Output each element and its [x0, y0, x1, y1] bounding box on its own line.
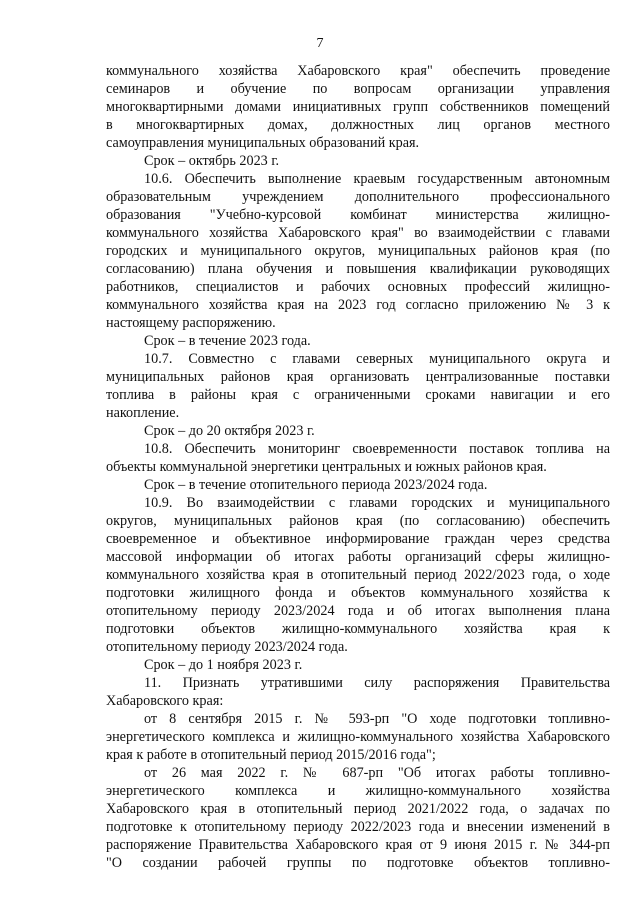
text-line: работников, специалистов и рабочих основных профессий жилищно-: [106, 279, 610, 295]
text-line: семинаров и обучение по вопросам организации управления: [106, 81, 610, 97]
text-line: объекты коммунальной энергетики центральных и южных районов края.: [106, 459, 547, 475]
text-line: своевременное и объективное информирование граждан через средства: [106, 531, 610, 547]
text-line: массовой информации об итогах работы организаций сферы жилищно-: [106, 549, 610, 565]
text-line: "О создании рабочей группы по подготовке объектов топливно-: [106, 855, 610, 871]
text-line: от 8 сентября 2015 г. № 593-рп "О ходе подготовки топливно-: [144, 711, 610, 727]
page-number: 7: [316, 36, 324, 51]
text-line: самоуправления муниципальных образований края.: [106, 135, 420, 151]
text-line: подготовки объектов жилищно-коммунального хозяйства края к: [106, 621, 610, 637]
text-line: Срок – в течение 2023 года.: [144, 333, 311, 349]
text-line: 10.7. Совместно с главами северных муниципального округа и: [144, 351, 610, 367]
text-line: 10.8. Обеспечить мониторинг своевременности поставок топлива на: [144, 441, 610, 457]
text-line: энергетического комплекса и жилищно-коммунального хозяйства: [106, 783, 610, 799]
text-line: образовательным учреждением дополнительного профессионального: [106, 189, 610, 205]
document-body: [106, 62, 610, 872]
text-line: топлива в районы края с ограниченными сроками навигации и его: [106, 387, 610, 403]
text-line: многоквартирными домами инициативных групп собственников помещений: [106, 99, 610, 115]
text-line: в многоквартирных домах, должностных лиц органов местного: [106, 117, 610, 133]
text-line: от 26 мая 2022 г. № 687-рп "Об итогах работы топливно-: [144, 765, 610, 781]
text-line: согласованию) плана обучения и повышения квалификации руководящих: [106, 261, 610, 277]
text-line: муниципальных районов края организовать централизованные поставки: [106, 369, 610, 385]
text-line: Срок – в течение отопительного периода 2023/2024 года.: [144, 477, 488, 493]
text-line: Срок – до 1 ноября 2023 г.: [144, 657, 303, 673]
text-line: коммунального хозяйства края в отопительный период 2022/2023 года, о ходе: [106, 567, 610, 583]
text-line: коммунального хозяйства Хабаровского края" обеспечить проведение: [106, 63, 610, 79]
text-line: подготовке к отопительному периоду 2022/2023 года и внесении изменений в: [106, 819, 610, 835]
text-line: Срок – до 20 октября 2023 г.: [144, 423, 315, 439]
text-line: края к работе в отопительный период 2015/2016 года";: [106, 747, 436, 763]
text-line: отопительному периоду 2023/2024 года.: [106, 639, 348, 655]
text-line: отопительному периоду 2023/2024 года и об итогах выполнения плана: [106, 603, 610, 619]
text-line: энергетического комплекса и жилищно-коммунального хозяйства Хабаровского: [106, 729, 610, 745]
text-line: Срок – октябрь 2023 г.: [144, 153, 280, 169]
text-line: накопление.: [106, 405, 180, 421]
text-line: Хабаровского края в отопительный период 2021/2022 года, о задачах по: [106, 801, 610, 817]
text-line: образования "Учебно-курсовой комбинат министерства жилищно-: [106, 207, 610, 223]
text-line: 11. Признать утратившими силу распоряжения Правительства: [144, 675, 610, 691]
text-line: подготовки жилищного фонда и объектов коммунального хозяйства к: [106, 585, 610, 601]
text-line: 10.6. Обеспечить выполнение краевым государственным автономным: [144, 171, 610, 187]
text-line: коммунального хозяйства края на 2023 год согласно приложению № 3 к: [106, 297, 610, 313]
text-line: городских и муниципального округов, муниципальных районов края (по: [106, 243, 610, 259]
text-line: 10.9. Во взаимодействии с главами городских и муниципального: [144, 495, 610, 511]
text-line: округов, муниципальных районов края (по согласованию) обеспечить: [106, 513, 610, 529]
text-line: настоящему распоряжению.: [106, 315, 276, 331]
text-line: Хабаровского края:: [106, 693, 224, 709]
text-line: распоряжение Правительства Хабаровского края от 9 июня 2015 г. № 344-рп: [106, 837, 610, 853]
text-line: коммунального хозяйства Хабаровского края" во взаимодействии с главами: [106, 225, 610, 241]
